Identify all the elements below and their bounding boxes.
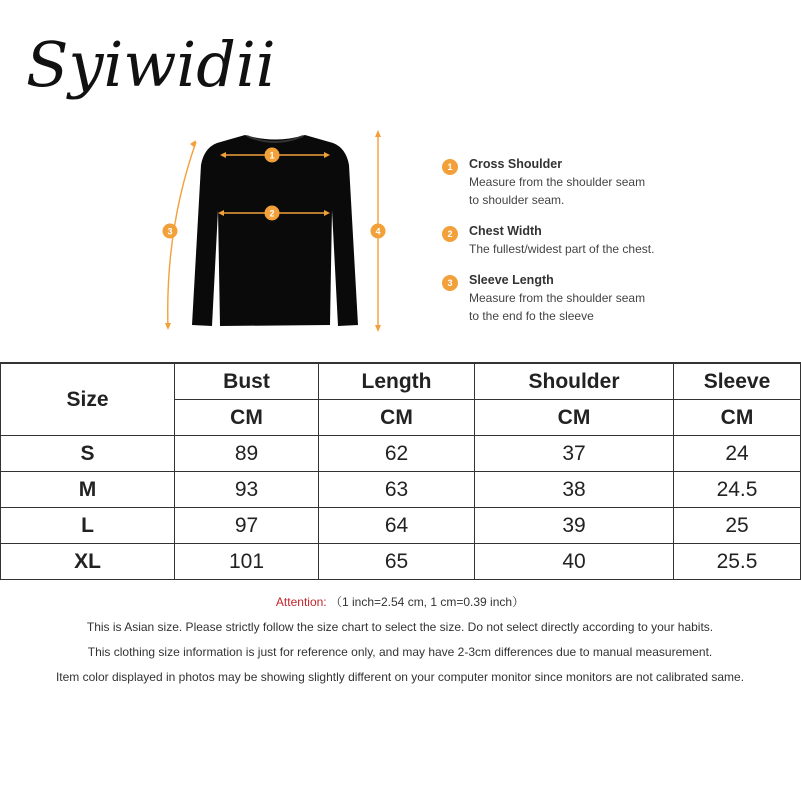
size-notes [0,590,800,690]
size-label: XL [1,544,175,580]
measurement-legend [440,155,780,338]
svg-text:4: 4 [375,226,381,237]
unit-header: CM [475,400,674,436]
table-cell: 63 [319,472,475,508]
size-label: M [1,472,175,508]
table-cell: 24.5 [674,472,801,508]
attention-label: Attention: [275,595,327,609]
legend-badge: 1 [442,159,458,175]
table-cell: 64 [319,508,475,544]
unit-header: CM [175,400,319,436]
attention-line [0,590,800,615]
table-cell: 89 [175,436,319,472]
legend-badge: 3 [442,275,458,291]
legend-description: Measure from the shoulder seam to the end fo the sleeve [469,291,646,323]
legend-title: Cross Shoulder [469,157,563,171]
column-header-length: Length [319,363,475,400]
table-row [1,544,801,580]
column-header-shoulder: Shoulder [475,363,674,400]
note-line: This is Asian size. Please strictly follow the size chart to select the size. Do not select directly according to your habits. [86,620,714,634]
measurement-diagram [150,120,400,345]
note-line: This clothing size information is just for reference only, and may have 2-3cm differences due to manual measurement. [87,645,713,659]
legend-title: Sleeve Length [469,273,554,287]
table-cell: 25 [674,508,801,544]
attention-text: （1 inch=2.54 cm, 1 cm=0.39 inch） [329,595,525,609]
table-cell: 97 [175,508,319,544]
size-chart-table [0,362,801,580]
table-cell: 40 [475,544,674,580]
table-cell: 65 [319,544,475,580]
size-label: L [1,508,175,544]
unit-header: CM [674,400,801,436]
table-header-row [1,363,801,400]
table-cell: 93 [175,472,319,508]
table-cell: 62 [319,436,475,472]
legend-item-sleeve-length [440,271,780,325]
shirt-silhouette [192,135,358,326]
table-cell: 37 [475,436,674,472]
legend-item-cross-shoulder [440,155,780,209]
table-row [1,436,801,472]
column-header-bust: Bust [175,363,319,400]
legend-description: The fullest/widest part of the chest. [469,242,655,256]
table-row [1,508,801,544]
brand-name: Syiwidii [26,28,276,101]
table-cell: 24 [674,436,801,472]
note-line: Item color displayed in photos may be showing slightly different on your computer monitor since monitors are not calibrated same. [55,670,745,684]
svg-text:1: 1 [269,150,275,161]
svg-text:3: 3 [167,226,173,237]
column-header-sleeve: Sleeve [674,363,801,400]
svg-text:2: 2 [269,208,275,219]
table-cell: 39 [475,508,674,544]
legend-badge: 2 [442,226,458,242]
size-column-header: Size [1,363,175,436]
unit-header: CM [319,400,475,436]
table-cell: 38 [475,472,674,508]
legend-title: Chest Width [469,224,542,238]
size-label: S [1,436,175,472]
brand-logo [22,14,276,114]
table-cell: 101 [175,544,319,580]
legend-description: Measure from the shoulder seam to shoulder seam. [469,175,646,207]
table-row [1,472,801,508]
legend-item-chest-width [440,222,780,258]
table-cell: 25.5 [674,544,801,580]
